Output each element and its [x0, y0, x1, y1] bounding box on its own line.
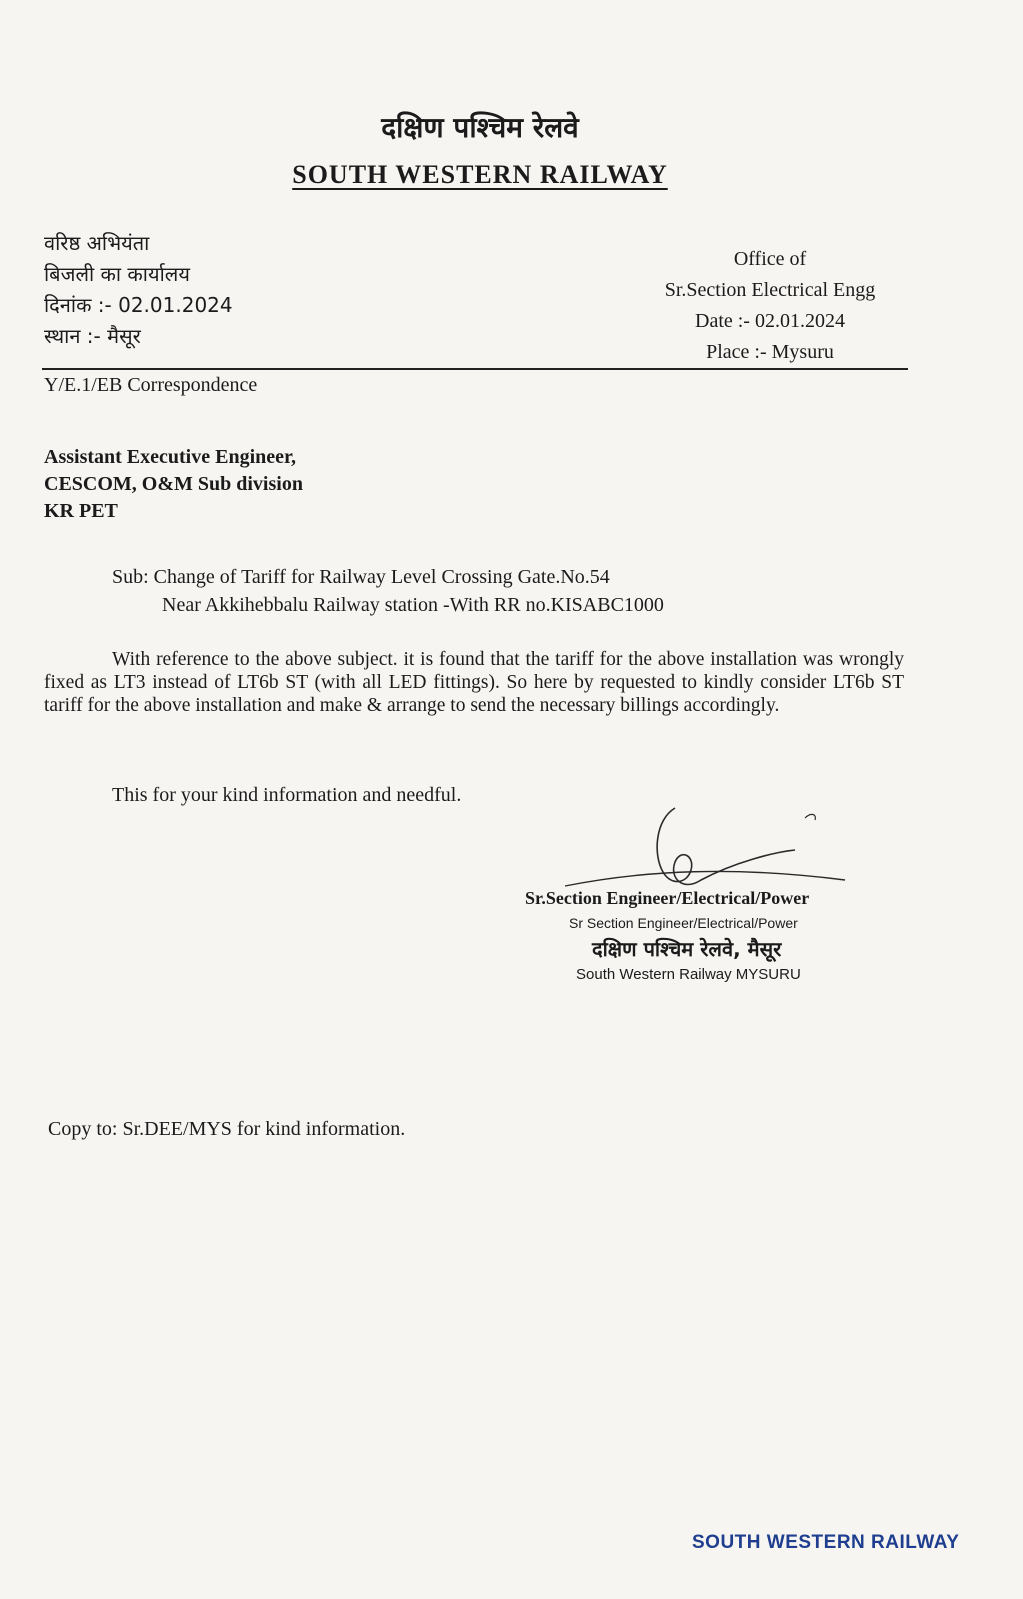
reference-number: Y/E.1/EB Correspondence [44, 374, 258, 396]
hindi-office-line-1: वरिष्ठ अभियंता [44, 231, 150, 255]
signatory-designation: Sr.Section Engineer/Electrical/Power [525, 888, 810, 908]
addressee-line-3: KR PET [44, 500, 118, 522]
stamp-line-2: दक्षिण पश्चिम रेलवे, मैसूर [592, 937, 782, 961]
hindi-office-line-2: बिजली का कार्यालय [44, 262, 190, 286]
english-title: SOUTH WESTERN RAILWAY [292, 160, 668, 189]
addressee-block [44, 444, 303, 525]
office-of-line: Office of [733, 248, 807, 270]
body-paragraph-text: With reference to the above subject. it is found that the tariff for the above installation was wrongly fixed as LT3 instead of LT6b ST (with all LED fittings). So here by requested to kindly consider LT6b ST tariff for the above installation and make & arrange to send the necessary billings accordingly. [44, 649, 904, 716]
stamp-line-3: South Western Railway MYSURU [576, 966, 801, 983]
place-line: Place :- Mysuru [706, 341, 834, 363]
date-line: Date :- 02.01.2024 [695, 310, 845, 332]
stamp-line-1: Sr Section Engineer/Electrical/Power [569, 915, 798, 931]
hindi-place-line: स्थान :- मैसूर [44, 324, 141, 348]
office-name-line: Sr.Section Electrical Engg [664, 279, 876, 301]
header-divider [42, 368, 908, 370]
hindi-title: दक्षिण पश्चिम रेलवे [381, 111, 579, 144]
hindi-date-line: दिनांक :- 02.01.2024 [44, 293, 233, 317]
closing-line: This for your kind information and needful. [112, 784, 462, 806]
copy-to-line: Copy to: Sr.DEE/MYS for kind information. [48, 1118, 406, 1140]
subject-line-1: Sub: Change of Tariff for Railway Level Crossing Gate.No.54 [112, 566, 610, 588]
subject-line-2: Near Akkihebbalu Railway station -With RR no.KISABC1000 [162, 594, 664, 616]
footer-organization: SOUTH WESTERN RAILWAY [692, 1532, 960, 1553]
english-office-block [640, 244, 900, 368]
body-paragraph [44, 648, 904, 717]
addressee-line-1: Assistant Executive Engineer, [44, 446, 297, 468]
addressee-line-2: CESCOM, O&M Sub division [44, 473, 303, 495]
hindi-office-block [44, 228, 233, 352]
